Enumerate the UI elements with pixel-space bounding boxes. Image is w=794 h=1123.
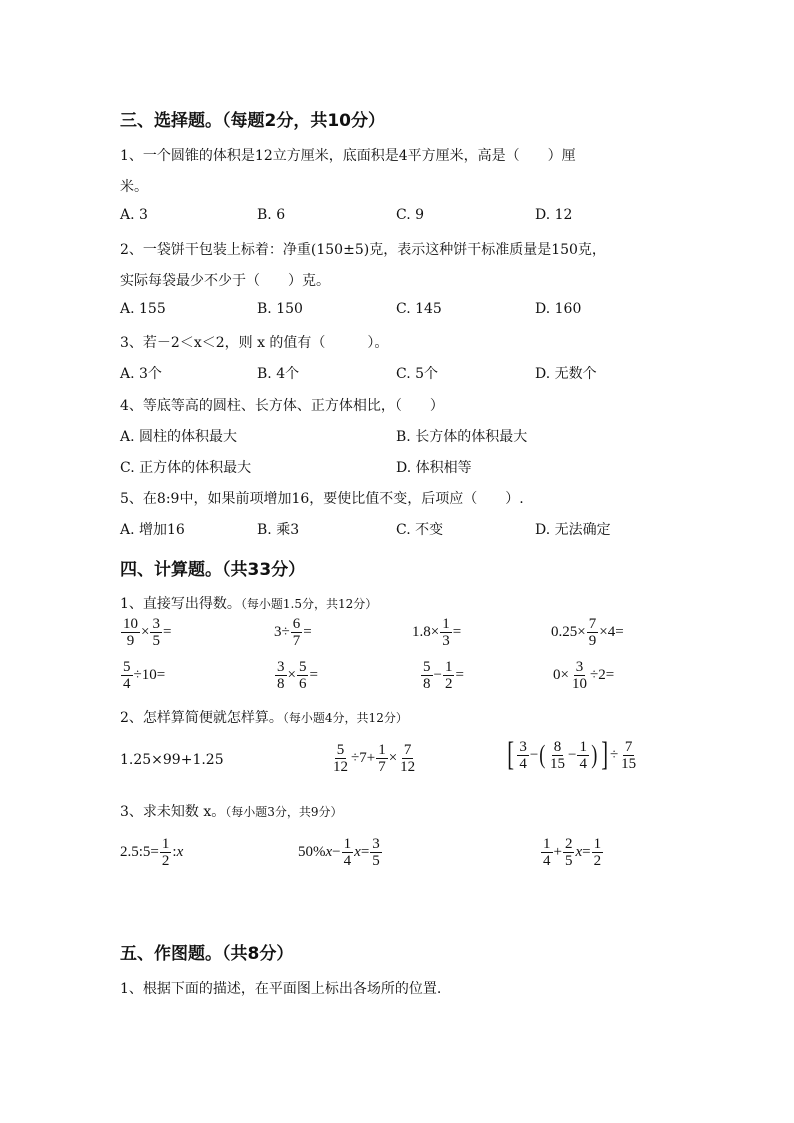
- calc-1-1: $\frac{10}{9}$ × $\frac{3}{5}$ =: [123, 616, 172, 649]
- q2-option-d: D. 160: [535, 301, 582, 317]
- fraction: $\frac{7}{12}$: [400, 742, 416, 775]
- calc-part3-header: [120, 801, 343, 821]
- calc-2-2: $\frac{3}{8}$ × $\frac{5}{6}$ =: [277, 659, 318, 692]
- fraction: $\frac{1}{2}$: [161, 836, 170, 869]
- q2-option-a: A. 155: [120, 301, 166, 317]
- q3-option-b: B. 4个: [257, 366, 300, 382]
- q1-option-d: D. 12: [535, 207, 573, 223]
- equation-1: 2.5 : 5 = $\frac{1}{2}$ : x: [120, 836, 184, 869]
- q4-option-a: A. 圆柱的体积最大: [120, 429, 238, 445]
- fraction: $\frac{5}{8}$: [423, 659, 431, 692]
- q3-option-c: C. 5个: [396, 366, 439, 382]
- calc-part2-header: [120, 707, 408, 727]
- equation-3: $\frac{1}{4}$ + $\frac{2}{5}$ x = $\frac{1}{2}$: [543, 836, 602, 869]
- fraction: $\frac{8}{15}$: [549, 738, 565, 772]
- q2-text-line2: 实际每袋最少不少于（ ）克。: [120, 273, 330, 289]
- fraction: $\frac{5}{6}$: [298, 659, 307, 692]
- calc-part2-note: （每小题4分，共12分）: [282, 711, 408, 725]
- fraction: $\frac{2}{5}$: [564, 836, 573, 869]
- q3-text: 3、若－2＜x＜2，则 x 的值有（ ）。: [120, 335, 389, 351]
- fraction: $\frac{1}{4}$: [343, 836, 352, 869]
- calc-2-1: $\frac{5}{4}$ ÷ 10 =: [123, 659, 166, 692]
- calc-part1-note: （每小题1.5分，共12分）: [240, 597, 378, 611]
- fraction: $\frac{7}{9}$: [588, 616, 597, 649]
- equation-2: 50% x − $\frac{1}{4}$ x = $\frac{3}{5}$: [298, 836, 380, 869]
- q5-option-d: D. 无法确定: [535, 522, 611, 538]
- fraction: $\frac{6}{7}$: [292, 616, 301, 649]
- calc-part2-label: 2、怎样算简便就怎样算。: [120, 710, 283, 726]
- fraction: $\frac{3}{10}$: [571, 659, 587, 692]
- q5-option-a: A. 增加16: [120, 522, 185, 538]
- q1-text-line2: 米。: [120, 179, 148, 195]
- fraction: $\frac{5}{12}$: [333, 742, 348, 775]
- q4-option-c: C. 正方体的体积最大: [120, 460, 252, 476]
- calc-part3-label: 3、求未知数 x。: [120, 804, 226, 820]
- fraction: $\frac{3}{5}$: [152, 616, 160, 649]
- q3-option-d: D. 无数个: [535, 366, 597, 382]
- simplify-expr-1: 1.25×99+1.25: [120, 752, 224, 768]
- section-4-title: 四、计算题。（共33分）: [120, 560, 306, 580]
- fraction: $\frac{1}{7}$: [378, 742, 386, 775]
- fraction: $\frac{7}{15}$: [621, 738, 637, 772]
- q5-text: 5、在8:9中，如果前项增加16，要使比值不变，后项应（ ）.: [120, 491, 524, 507]
- q1-option-c: C. 9: [396, 207, 425, 223]
- calc-1-4: 0.25 × $\frac{7}{9}$ × 4 =: [551, 616, 624, 649]
- drawing-q1-text: 1、根据下面的描述，在平面图上标出各场所的位置.: [120, 981, 442, 997]
- calc-part3-note: （每小题3分，共9分）: [225, 805, 343, 819]
- q2-option-c: C. 145: [396, 301, 442, 317]
- q4-text: 4、等底等高的圆柱、长方体、正方体相比，（ ）: [120, 398, 444, 414]
- fraction: $\frac{5}{4}$: [123, 659, 131, 692]
- section-3-title: 三、选择题。（每题2分，共10分）: [120, 111, 385, 131]
- fraction: $\frac{10}{9}$: [123, 616, 138, 649]
- calc-1-3: 1.8 × $\frac{1}{3}$ =: [412, 616, 462, 649]
- calc-part1-header: [120, 593, 377, 613]
- q1-option-a: A. 3: [120, 207, 148, 223]
- q1-option-b: B. 6: [257, 207, 286, 223]
- fraction: $\frac{1}{2}$: [444, 659, 453, 692]
- calc-2-3: $\frac{5}{8}$ − $\frac{1}{2}$ =: [423, 659, 464, 692]
- calc-2-4: 0 × $\frac{3}{10}$ ÷ 2 =: [553, 659, 615, 692]
- fraction: $\frac{1}{2}$: [593, 836, 602, 869]
- fraction: $\frac{3}{5}$: [372, 836, 380, 869]
- fraction: $\frac{1}{4}$: [579, 738, 587, 772]
- fraction: $\frac{3}{8}$: [277, 659, 285, 692]
- section-5-title: 五、作图题。（共8分）: [120, 944, 294, 964]
- simplify-expr-2: $\frac{5}{12}$ ÷ 7 + $\frac{1}{7}$ × $\frac{7}{12}$: [333, 742, 416, 775]
- q2-option-b: B. 150: [257, 301, 303, 317]
- fraction: $\frac{1}{3}$: [442, 616, 450, 649]
- q1-text-line1: 1、一个圆锥的体积是12立方厘米，底面积是4平方厘米，高是（ ）厘: [120, 148, 576, 164]
- simplify-expr-3: [ $\frac{3}{4}$ − ( $\frac{8}{15}$ − $\frac{1}{4}$ ) ] ÷ $\frac{7}{15}$: [507, 736, 637, 773]
- q3-option-a: A. 3个: [120, 366, 162, 382]
- fraction: $\frac{1}{4}$: [543, 836, 551, 869]
- calc-1-2: 3 ÷ $\frac{6}{7}$ =: [274, 616, 312, 649]
- q5-option-b: B. 乘3: [257, 522, 300, 538]
- q2-text-line1: 2、一袋饼干包装上标着：净重(150±5)克，表示这种饼干标准质量是150克，: [120, 242, 606, 258]
- fraction: $\frac{3}{4}$: [519, 738, 527, 772]
- q4-option-b: B. 长方体的体积最大: [396, 429, 528, 445]
- q5-option-c: C. 不变: [396, 522, 444, 538]
- q4-option-d: D. 体积相等: [396, 460, 472, 476]
- calc-part1-label: 1、直接写出得数。: [120, 596, 241, 612]
